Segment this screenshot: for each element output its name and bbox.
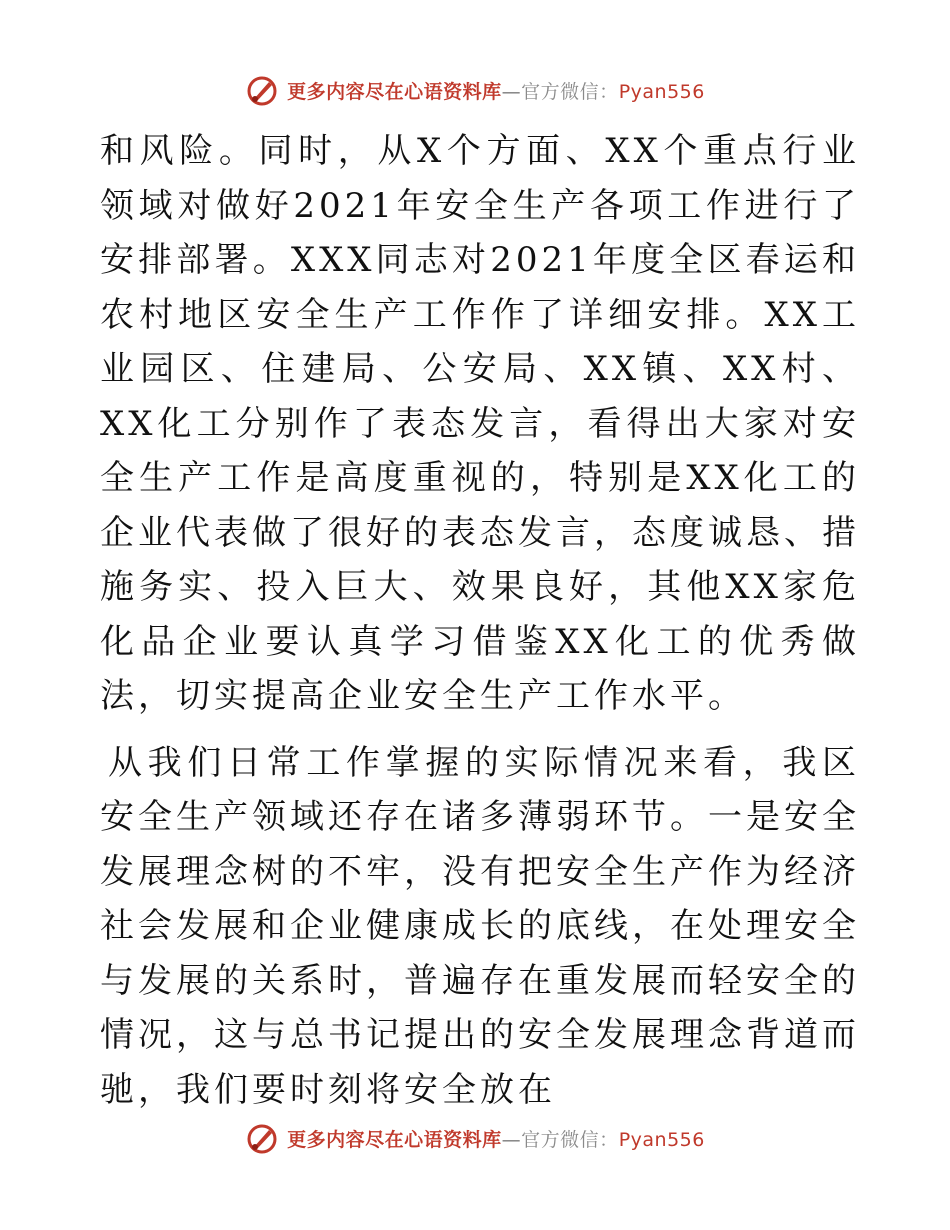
watermark-separator: — <box>501 1128 522 1151</box>
watermark-wechat-id: Pyan556 <box>618 1128 705 1151</box>
watermark-text <box>287 77 705 104</box>
watermark-wechat-id: Pyan556 <box>618 80 705 103</box>
header-watermark <box>0 70 950 110</box>
brush-logo-icon <box>245 73 279 107</box>
paragraph: 和风险。同时，从X个方面、XX个重点行业领域对做好2021年安全生产各项工作进行了安排部署。XXX同志对2021年度全区春运和农村地区安全生产工作作了详细安排。XX工业园区、住建局、公安局、XX镇、XX村、XX化工分别作了表态发言，看得出大家对安全生产工作是高度重视的，特别是XX化工的企业代表做了很好的表态发言，态度诚恳、措施务实、投入巨大、效果良好，其他XX家危化品企业要认真学习借鉴XX化工的优秀做法，切实提高企业安全生产工作水平。 <box>100 131 860 716</box>
watermark-brand: 更多内容尽在心语资料库 <box>287 80 502 103</box>
watermark-brand: 更多内容尽在心语资料库 <box>287 1128 502 1151</box>
paragraph: 从我们日常工作掌握的实际情况来看，我区安全生产领域还存在诸多薄弱环节。一是安全发展理念树的不牢，没有把安全生产作为经济社会发展和企业健康成长的底线，在处理安全与发展的关系时，普遍存在重发展而轻安全的情况，这与总书记提出的安全发展理念背道而驰，我们要时刻将安全放在 <box>100 742 860 1110</box>
footer-watermark <box>0 1118 950 1158</box>
watermark-label: 官方微信： <box>521 1128 619 1151</box>
watermark-separator: — <box>501 80 522 103</box>
document-body <box>100 124 860 1117</box>
watermark-text <box>287 1125 705 1152</box>
brush-logo-icon <box>245 1121 279 1155</box>
watermark-label: 官方微信： <box>521 80 619 103</box>
